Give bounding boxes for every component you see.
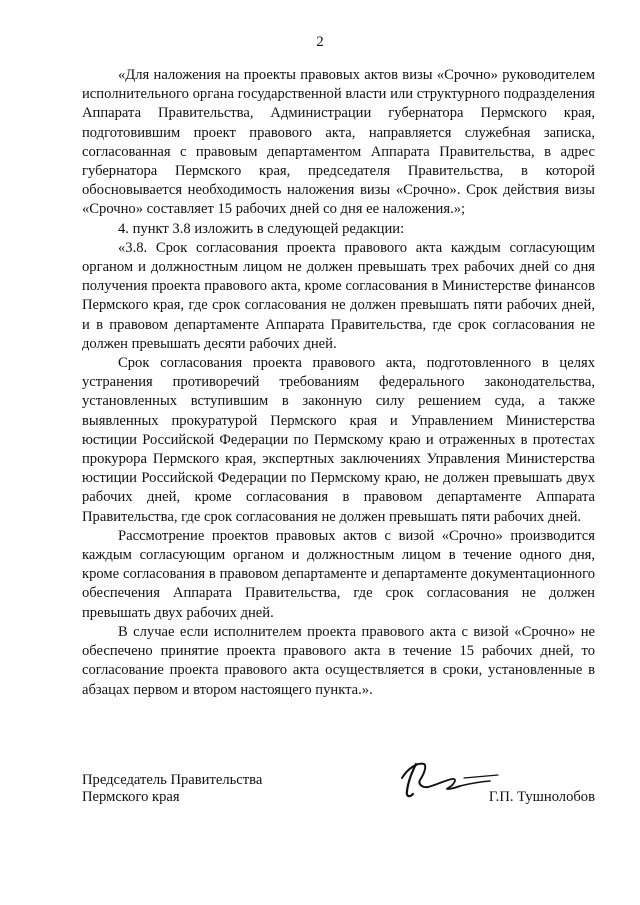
paragraph-urgent-fallback: В случае если исполнителем проекта правового акта с визой «Срочно» не обеспечено принятие проекта правового акта в течение 15 рабочих дней, то согласование проекта правового акта осуществляется в сроки, установленные в абзацах первом и втором настоящего пункта.». <box>82 623 595 698</box>
signer-title <box>82 772 262 806</box>
handwritten-signature <box>394 758 504 808</box>
signer-title-line-1: Председатель Правительства <box>82 772 263 788</box>
paragraph-visa-urgent-procedure: «Для наложения на проекты правовых актов визы «Срочно» руководителем исполнительного органа государственной власти или структурного подразделения Аппарата Правительства, Администрации губернатора Пермского края, подготовившим проект правового акта, направляется служебная записка, согласованная с правовым департаментом Аппарата Правительства, в адрес губернатора Пермского края, председателя Правительства, в которой обосновывается необходимость наложения визы «Срочно». Срок действия визы «Срочно» составляет 15 рабочих дней со дня ее наложения.»; <box>82 67 595 218</box>
paragraph-court-protest-deadline: Срок согласования проекта правового акта, подготовленного в целях устранения противоречий требованиям федерального законодательства, установленных вступившим в законную силу решением суда, а также выявленных прокуратурой Пермского края и Управлением Министерства юстиции Российской Федерации по Пермскому краю и отраженных в протестах прокурора Пермского края, экспертных заключениях Управления Министерства юстиции Российской Федерации по Пермскому краю, не должен превышать двух рабочих дней, кроме согласования в правовом департаменте Аппарата Правительства, где срок согласования не должен превышать пяти рабочих дней. <box>82 355 595 525</box>
paragraph-amendment-item-4: 4. пункт 3.8 изложить в следующей редакции: <box>118 220 405 237</box>
document-body <box>82 66 595 700</box>
paragraph-urgent-review: Рассмотрение проектов правовых актов с визой «Срочно» производится каждым согласующим органом и должностным лицом в течение одного дня, кроме согласования в правовом департаменте и департаменте документационного обеспечения Аппарата Правительства, где срок согласования не должен превышать двух рабочих дней. <box>82 527 595 621</box>
signer-title-line-2: Пермского края <box>82 789 180 805</box>
paragraph-clause-3-8: «3.8. Срок согласования проекта правового акта каждым согласующим органом и должностным лицом не должен превышать трех рабочих дней со дня получения проекта правового акта, кроме согласования в Министерстве финансов Пермского края, где срок согласования не должен превышать пяти рабочих дней, и в правовом департаменте Аппарата Правительства, где срок согласования не должен превышать десяти рабочих дней. <box>82 239 595 352</box>
page-number: 2 <box>316 34 324 50</box>
signature-block <box>82 772 595 832</box>
signer-name: Г.П. Тушнолобов <box>488 789 595 805</box>
